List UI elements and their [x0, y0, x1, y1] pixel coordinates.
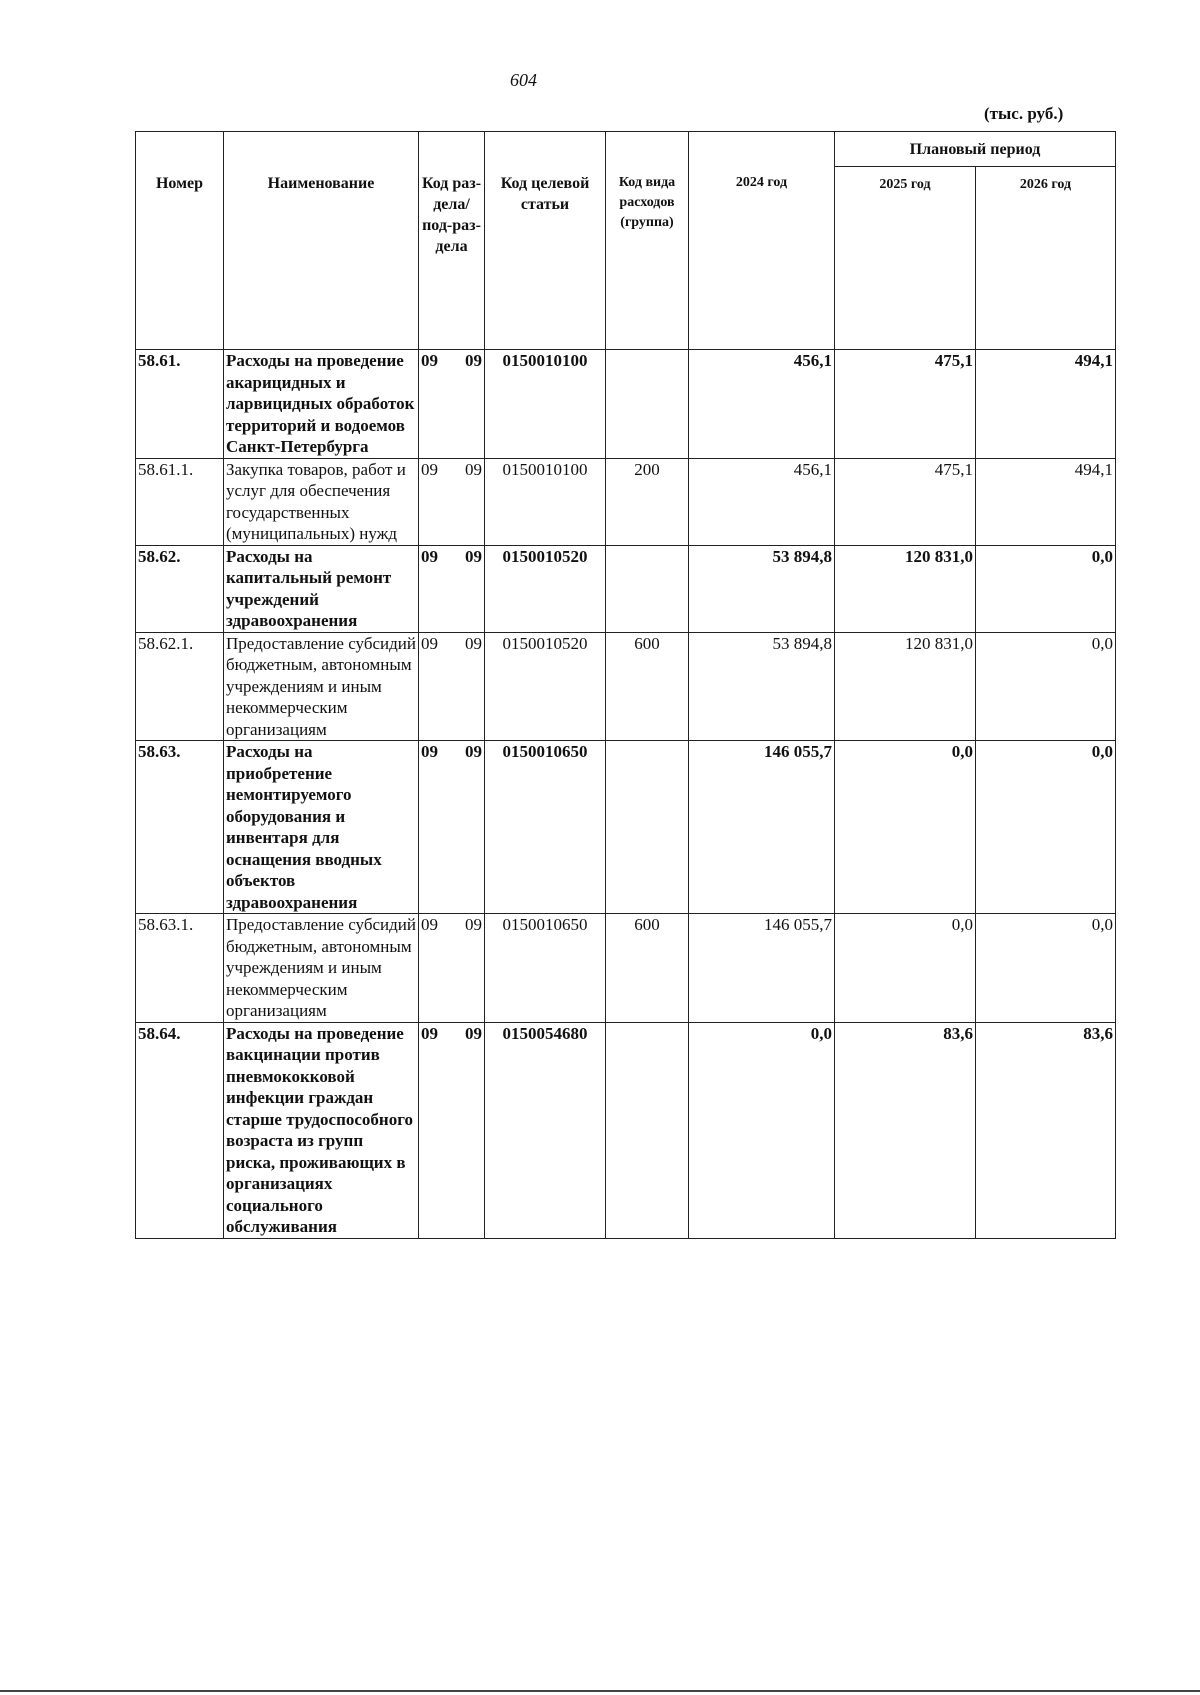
row-2025: 120 831,0: [835, 545, 976, 632]
row-2024: 146 055,7: [689, 914, 835, 1023]
row-name: Предоставление субсидий бюджетным, автономным учреждениям и иным некоммерческим организациям: [224, 914, 419, 1023]
row-2025: 0,0: [835, 741, 976, 914]
row-section-code: [419, 741, 485, 914]
row-section-code: [419, 632, 485, 741]
row-name: Расходы на капитальный ремонт учреждений здравоохранения: [224, 545, 419, 632]
row-2025: 475,1: [835, 350, 976, 459]
row-number: 58.61.: [136, 350, 224, 459]
row-target-code: 0150010650: [485, 914, 606, 1023]
header-target-code: Код целевой статьи: [485, 132, 606, 350]
header-year-2025: 2025 год: [835, 167, 976, 350]
row-section-code: [419, 458, 485, 545]
row-subsection: 09: [465, 459, 482, 479]
row-subsection: 09: [465, 546, 482, 566]
table-row: [136, 741, 1116, 914]
row-2024: 456,1: [689, 350, 835, 459]
row-2024: 0,0: [689, 1022, 835, 1238]
row-expense-type: 600: [606, 632, 689, 741]
row-section: 09: [421, 633, 438, 653]
row-section: 09: [421, 351, 438, 370]
row-2026: 0,0: [976, 545, 1116, 632]
header-year-2026: 2026 год: [976, 167, 1116, 350]
row-name: Расходы на проведение вакцинации против пневмококковой инфекции граждан старше трудоспособного возраста из групп риска, проживающих в организациях социального обслуживания: [224, 1022, 419, 1238]
row-2024: 456,1: [689, 458, 835, 545]
header-expense-type: Код вида расходов (группа): [606, 132, 689, 350]
row-2025: 120 831,0: [835, 632, 976, 741]
row-2025: 83,6: [835, 1022, 976, 1238]
row-2026: 0,0: [976, 914, 1116, 1023]
row-expense-type: [606, 545, 689, 632]
row-name: Закупка товаров, работ и услуг для обеспечения государственных (муниципальных) нужд: [224, 458, 419, 545]
row-expense-type: 600: [606, 914, 689, 1023]
header-number: Номер: [136, 132, 224, 350]
units-label: (тыс. руб.): [984, 104, 1064, 123]
table-row: [136, 914, 1116, 1023]
row-section: 09: [421, 459, 438, 479]
scan-edge-line: [0, 1690, 1200, 1692]
row-target-code: 0150010520: [485, 632, 606, 741]
header-section-code: Код раз-дела/ под-раз-дела: [419, 132, 485, 350]
row-subsection: 09: [465, 351, 482, 370]
table-row: [136, 458, 1116, 545]
row-subsection: 09: [465, 915, 482, 934]
row-section-code: [419, 350, 485, 459]
row-expense-type: [606, 350, 689, 459]
table-row: [136, 350, 1116, 459]
row-number: 58.62.: [136, 545, 224, 632]
row-target-code: 0150054680: [485, 1022, 606, 1238]
row-number: 58.63.: [136, 741, 224, 914]
row-subsection: 09: [465, 1023, 482, 1043]
row-number: 58.63.1.: [136, 914, 224, 1023]
row-subsection: 09: [465, 742, 482, 761]
row-target-code: 0150010520: [485, 545, 606, 632]
row-target-code: 0150010100: [485, 350, 606, 459]
row-expense-type: [606, 1022, 689, 1238]
page-number: 604: [510, 70, 537, 90]
budget-table: [135, 131, 1116, 1239]
table-row: [136, 545, 1116, 632]
row-section: 09: [421, 1023, 438, 1043]
row-2026: 83,6: [976, 1022, 1116, 1238]
header-year-2024: 2024 год: [689, 132, 835, 350]
row-2026: 0,0: [976, 741, 1116, 914]
row-2025: 0,0: [835, 914, 976, 1023]
row-expense-type: [606, 741, 689, 914]
row-target-code: 0150010100: [485, 458, 606, 545]
row-number: 58.61.1.: [136, 458, 224, 545]
row-section: 09: [421, 915, 438, 934]
row-section-code: [419, 545, 485, 632]
row-2025: 475,1: [835, 458, 976, 545]
row-2024: 53 894,8: [689, 545, 835, 632]
row-2026: 0,0: [976, 632, 1116, 741]
header-planning-period: Плановый период: [835, 132, 1116, 167]
row-name: Расходы на приобретение немонтируемого оборудования и инвентаря для оснащения вводных объектов здравоохранения: [224, 741, 419, 914]
row-section: 09: [421, 742, 438, 761]
header-name: Наименование: [224, 132, 419, 350]
row-number: 58.62.1.: [136, 632, 224, 741]
row-number: 58.64.: [136, 1022, 224, 1238]
row-2024: 146 055,7: [689, 741, 835, 914]
row-2024: 53 894,8: [689, 632, 835, 741]
row-expense-type: 200: [606, 458, 689, 545]
table-row: [136, 632, 1116, 741]
table-row: [136, 1022, 1116, 1238]
row-2026: 494,1: [976, 458, 1116, 545]
row-section: 09: [421, 546, 438, 566]
row-name: Предоставление субсидий бюджетным, автономным учреждениям и иным некоммерческим организациям: [224, 632, 419, 741]
row-2026: 494,1: [976, 350, 1116, 459]
row-section-code: [419, 914, 485, 1023]
row-section-code: [419, 1022, 485, 1238]
row-subsection: 09: [465, 633, 482, 653]
row-target-code: 0150010650: [485, 741, 606, 914]
row-name: Расходы на проведение акарицидных и ларвицидных обработок территорий и водоемов Санкт-Петербурга: [224, 350, 419, 459]
